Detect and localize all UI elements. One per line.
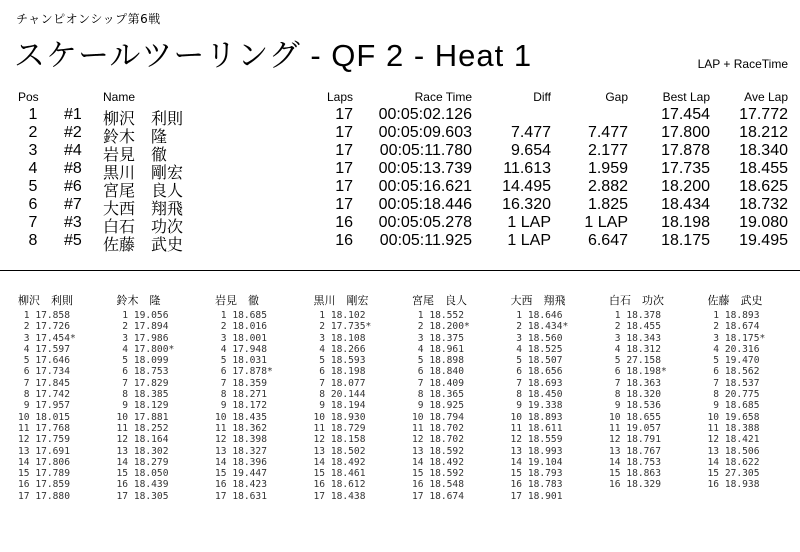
lap-time-entry: 17 18.305 (116, 490, 169, 502)
lap-time-entry: 3 18.375 (412, 332, 464, 344)
lap-time-entry: 7 17.829 (116, 377, 169, 389)
best-lap-cell: 17.454 (661, 106, 710, 123)
lap-time-entry: 8 18.271 (215, 389, 267, 401)
lap-time-entry: 15 18.793 (510, 468, 563, 480)
diff-cell: 9.654 (510, 142, 551, 159)
lap-time-list (609, 310, 667, 491)
laps-cell: 17 (335, 124, 353, 141)
lap-time-entry: 6 18.753 (116, 366, 169, 378)
lap-time-entry: 8 18.385 (116, 389, 169, 401)
lap-time-entry: 5 17.646 (18, 355, 70, 367)
driver-name-cell: 白石 功次 (103, 219, 184, 236)
lap-time-entry: 5 18.898 (412, 355, 464, 367)
race-title: スケールツーリング - QF 2 - Heat 1 (14, 38, 533, 73)
car-number-cell: #6 (64, 178, 82, 195)
lap-time-entry: 14 18.622 (707, 456, 760, 468)
gap-cell: 1.825 (587, 196, 628, 213)
result-row (0, 124, 800, 146)
col-header-gap: Gap (605, 90, 628, 104)
lap-time-entry: 4 18.266 (313, 343, 366, 355)
diff-cell: 1 LAP (507, 214, 551, 231)
lap-time-entry: 10 18.435 (215, 411, 267, 423)
lap-time-list (117, 310, 175, 502)
car-number-cell: #4 (64, 142, 82, 159)
laps-cell: 17 (335, 196, 353, 213)
diff-cell: 14.495 (502, 178, 551, 195)
lap-time-entry: 10 19.658 (707, 411, 760, 423)
lap-time-entry: 9 18.685 (707, 400, 760, 412)
lap-time-entry: 3 18.343 (609, 332, 661, 344)
gap-cell: 6.647 (587, 232, 628, 249)
lap-time-entry: 2 18.434* (510, 321, 569, 333)
lap-time-entry: 15 18.050 (116, 468, 169, 480)
lap-time-entry: 12 18.164 (116, 434, 169, 446)
lap-time-entry: 11 18.611 (510, 422, 563, 434)
lap-time-entry: 4 18.525 (510, 343, 563, 355)
car-number-cell: #2 (64, 124, 82, 141)
lap-time-entry: 16 18.783 (510, 479, 563, 491)
ave-lap-cell: 18.340 (739, 142, 788, 159)
lap-time-entry: 6 18.840 (412, 366, 464, 378)
lap-column-driver: 柳沢 利則 (18, 294, 73, 307)
gap-cell: 2.177 (587, 142, 628, 159)
driver-name-cell: 宮尾 良人 (103, 183, 184, 200)
race-time-cell: 00:05:09.603 (378, 124, 472, 141)
lap-time-entry: 15 18.863 (609, 468, 661, 480)
car-number-cell: #5 (64, 232, 82, 249)
lap-time-entry: 13 17.691 (18, 445, 70, 457)
lap-time-entry: 1 18.378 (609, 310, 661, 321)
diff-cell: 7.477 (510, 124, 551, 141)
laps-cell: 17 (335, 178, 353, 195)
lap-time-entry: 14 17.806 (18, 456, 70, 468)
race-time-cell: 00:05:02.126 (378, 106, 472, 123)
gap-cell: 1.959 (587, 160, 628, 177)
best-lap-cell: 17.735 (661, 160, 710, 177)
lap-time-entry: 11 18.729 (313, 422, 366, 434)
lap-time-entry: 7 18.409 (412, 377, 464, 389)
lap-column-driver: 大西 翔飛 (510, 294, 566, 307)
lap-time-entry: 16 18.329 (609, 479, 661, 491)
lap-time-entry: 10 18.893 (510, 411, 563, 423)
lap-time-entry: 6 18.656 (510, 366, 563, 378)
lap-time-entry: 16 18.423 (215, 479, 267, 491)
lap-time-entry: 1 18.646 (510, 310, 563, 321)
ave-lap-cell: 18.625 (739, 178, 788, 195)
lap-time-entry: 3 18.108 (313, 332, 366, 344)
lap-time-entry: 4 20.316 (707, 343, 760, 355)
lap-time-entry: 7 18.359 (215, 377, 267, 389)
result-row (0, 142, 800, 164)
lap-time-entry: 3 18.560 (510, 332, 563, 344)
lap-time-entry: 2 18.455 (609, 321, 661, 333)
laps-cell: 17 (335, 106, 353, 123)
lap-time-entry: 5 18.031 (215, 355, 267, 367)
lap-column-driver: 白石 功次 (609, 294, 664, 307)
lap-time-entry: 6 18.198* (609, 366, 667, 378)
lap-time-entry: 11 18.702 (412, 422, 464, 434)
ave-lap-cell: 18.455 (739, 160, 788, 177)
lap-time-entry: 12 18.702 (412, 434, 464, 446)
lap-time-entry: 4 18.961 (412, 343, 464, 355)
laps-cell: 17 (335, 142, 353, 159)
lap-time-entry: 12 17.759 (18, 434, 70, 446)
results-header-row (0, 90, 800, 106)
lap-time-entry: 1 18.552 (412, 310, 464, 321)
lap-time-entry: 9 18.536 (609, 400, 661, 412)
lap-time-entry: 15 18.461 (313, 468, 366, 480)
lap-time-entry: 13 18.993 (510, 445, 563, 457)
best-lap-cell: 18.198 (661, 214, 710, 231)
lap-time-entry: 1 18.102 (313, 310, 366, 321)
result-row (0, 178, 800, 200)
result-row (0, 160, 800, 182)
lap-time-entry: 14 18.753 (609, 456, 661, 468)
race-time-cell: 00:05:18.446 (378, 196, 472, 213)
lap-time-entry: 3 17.454* (18, 332, 76, 344)
lap-time-entry: 6 18.562 (707, 366, 760, 378)
col-header-best-lap: Best Lap (662, 90, 710, 104)
lap-column-driver: 黒川 剛宏 (313, 294, 369, 307)
lap-time-entry: 7 18.693 (510, 377, 563, 389)
lap-time-entry: 12 18.559 (510, 434, 563, 446)
position-cell: 3 (28, 142, 38, 159)
lap-time-entry: 11 18.388 (707, 422, 760, 434)
lap-time-entry: 13 18.302 (116, 445, 169, 457)
lap-time-entry: 9 18.194 (313, 400, 366, 412)
best-lap-cell: 18.434 (661, 196, 710, 213)
lap-time-entry: 5 19.470 (707, 355, 760, 367)
lap-time-entry: 13 18.767 (609, 445, 661, 457)
result-row (0, 214, 800, 236)
laps-cell: 16 (335, 232, 353, 249)
lap-time-entry: 14 18.396 (215, 456, 267, 468)
gap-cell: 1 LAP (584, 214, 628, 231)
section-divider (0, 270, 800, 271)
lap-time-list (708, 310, 766, 491)
lap-time-entry: 1 19.056 (116, 310, 169, 321)
col-header-race-time: Race Time (414, 90, 472, 104)
gap-cell: 7.477 (587, 124, 628, 141)
lap-column-driver: 鈴木 隆 (116, 294, 161, 307)
race-time-cell: 00:05:11.925 (379, 232, 472, 249)
best-lap-cell: 17.800 (661, 124, 710, 141)
lap-time-entry: 1 18.685 (215, 310, 267, 321)
car-number-cell: #8 (64, 160, 82, 177)
position-cell: 8 (28, 232, 38, 249)
lap-time-entry: 13 18.506 (707, 445, 760, 457)
lap-time-entry: 17 18.674 (412, 490, 464, 502)
lap-time-entry: 9 18.129 (116, 400, 169, 412)
lap-column-driver: 宮尾 良人 (412, 294, 467, 307)
lap-time-list (18, 310, 76, 502)
lap-time-entry: 9 18.172 (215, 400, 267, 412)
lap-time-entry: 14 18.279 (116, 456, 169, 468)
driver-name-cell: 佐藤 武史 (103, 237, 184, 254)
laps-cell: 17 (335, 160, 353, 177)
lap-time-entry: 17 18.438 (313, 490, 366, 502)
diff-cell: 1 LAP (507, 232, 551, 249)
lap-time-entry: 16 18.612 (313, 479, 366, 491)
lap-time-entry: 3 17.986 (116, 332, 169, 344)
laps-cell: 16 (335, 214, 353, 231)
lap-time-entry: 11 18.252 (116, 422, 169, 434)
lap-time-entry: 10 18.655 (609, 411, 661, 423)
ave-lap-cell: 19.080 (739, 214, 788, 231)
lap-time-entry: 17 18.901 (510, 490, 563, 502)
lap-time-entry: 6 17.734 (18, 366, 70, 378)
lap-time-entry: 12 18.791 (609, 434, 661, 446)
best-lap-cell: 18.175 (661, 232, 710, 249)
lap-time-entry: 11 17.768 (18, 422, 70, 434)
lap-time-entry: 12 18.421 (707, 434, 760, 446)
lap-time-entry: 10 18.794 (412, 411, 464, 423)
lap-time-entry: 10 17.881 (116, 411, 169, 423)
col-header-pos: Pos (18, 90, 39, 104)
lap-column-driver: 佐藤 武史 (707, 294, 763, 307)
result-row (0, 106, 800, 128)
lap-time-entry: 14 19.104 (510, 456, 563, 468)
ave-lap-cell: 18.212 (739, 124, 788, 141)
lap-time-list (511, 310, 569, 502)
lap-time-entry: 4 17.800* (116, 343, 175, 355)
lap-time-list (215, 310, 273, 502)
race-time-cell: 00:05:13.739 (378, 160, 472, 177)
car-number-cell: #3 (64, 214, 82, 231)
race-time-cell: 00:05:16.621 (378, 178, 472, 195)
lap-time-entry: 7 18.363 (609, 377, 661, 389)
position-cell: 1 (28, 106, 38, 123)
lap-time-entry: 2 18.200* (412, 321, 470, 333)
lap-time-entry: 13 18.327 (215, 445, 267, 457)
lap-time-entry: 7 18.077 (313, 377, 366, 389)
lap-time-entry: 4 17.948 (215, 343, 267, 355)
driver-name-cell: 大西 翔飛 (103, 201, 184, 218)
lap-time-entry: 7 18.537 (707, 377, 760, 389)
col-header-laps: Laps (326, 90, 353, 104)
lap-time-entry: 11 19.057 (609, 422, 661, 434)
lap-time-entry: 2 17.894 (116, 321, 169, 333)
lap-time-entry: 15 17.789 (18, 468, 70, 480)
driver-name-cell: 黒川 剛宏 (103, 165, 184, 182)
lap-time-entry: 10 18.015 (18, 411, 70, 423)
lap-time-entry: 8 18.365 (412, 389, 464, 401)
lap-time-entry: 16 18.938 (707, 479, 760, 491)
car-number-cell: #1 (64, 106, 82, 123)
position-cell: 6 (28, 196, 38, 213)
col-header-name: Name (103, 90, 136, 104)
lap-time-entry: 15 18.592 (412, 468, 464, 480)
lap-time-entry: 8 20.144 (313, 389, 366, 401)
lap-time-entry: 15 27.305 (707, 468, 760, 480)
lap-time-entry: 4 17.597 (18, 343, 70, 355)
lap-time-entry: 11 18.362 (215, 422, 267, 434)
lap-time-entry: 17 18.631 (215, 490, 267, 502)
diff-cell: 16.320 (502, 196, 551, 213)
lap-time-entry: 9 19.338 (510, 400, 563, 412)
position-cell: 4 (28, 160, 38, 177)
lap-time-entry: 9 18.925 (412, 400, 464, 412)
lap-time-entry: 12 18.398 (215, 434, 267, 446)
lap-time-entry: 6 17.878* (215, 366, 273, 378)
race-time-cell: 00:05:05.278 (378, 214, 472, 231)
lap-time-entry: 14 18.492 (412, 456, 464, 468)
driver-name-cell: 鈴木 隆 (103, 129, 168, 146)
diff-cell: 11.613 (503, 160, 551, 177)
car-number-cell: #7 (64, 196, 82, 213)
best-lap-cell: 17.878 (661, 142, 710, 159)
lap-time-entry: 2 18.674 (707, 321, 760, 333)
lap-time-entry: 2 17.726 (18, 321, 70, 333)
ave-lap-cell: 19.495 (739, 232, 788, 249)
lap-time-list (314, 310, 372, 502)
ave-lap-cell: 17.772 (739, 106, 788, 123)
best-lap-cell: 18.200 (661, 178, 710, 195)
lap-time-entry: 5 18.507 (510, 355, 563, 367)
lap-time-entry: 16 18.548 (412, 479, 464, 491)
position-cell: 5 (28, 178, 38, 195)
col-header-diff: Diff (533, 90, 551, 104)
lap-time-entry: 6 18.198 (313, 366, 366, 378)
lap-time-entry: 8 17.742 (18, 389, 70, 401)
lap-time-entry: 15 19.447 (215, 468, 267, 480)
lap-time-entry: 5 18.593 (313, 355, 366, 367)
lap-time-entry: 10 18.930 (313, 411, 366, 423)
lap-time-list (412, 310, 470, 502)
lap-time-entry: 2 18.016 (215, 321, 267, 333)
result-row (0, 232, 800, 254)
lap-time-entry: 8 20.775 (707, 389, 760, 401)
lap-time-entry: 16 17.859 (18, 479, 70, 491)
position-cell: 7 (28, 214, 38, 231)
lap-time-entry: 13 18.592 (412, 445, 464, 457)
lap-time-entry: 9 17.957 (18, 400, 70, 412)
lap-time-entry: 5 27.158 (609, 355, 661, 367)
lap-column-driver: 岩見 徹 (215, 294, 259, 307)
lap-time-entry: 8 18.320 (609, 389, 661, 401)
lap-time-entry: 1 18.893 (707, 310, 760, 321)
lap-time-entry: 8 18.450 (510, 389, 563, 401)
event-subtitle: チャンピオンシップ第6戦 (16, 12, 161, 26)
lap-time-entry: 2 17.735* (313, 321, 372, 333)
race-time-cell: 00:05:11.780 (379, 142, 472, 159)
report-mode-label: LAP + RaceTime (697, 57, 788, 71)
position-cell: 2 (28, 124, 38, 141)
lap-time-entry: 3 18.175* (707, 332, 766, 344)
lap-time-entry: 12 18.158 (313, 434, 366, 446)
lap-time-entry: 4 18.312 (609, 343, 661, 355)
lap-time-entry: 1 17.858 (18, 310, 70, 321)
lap-time-entry: 16 18.439 (116, 479, 169, 491)
ave-lap-cell: 18.732 (739, 196, 788, 213)
lap-time-entry: 5 18.099 (116, 355, 169, 367)
col-header-ave-lap: Ave Lap (744, 90, 788, 104)
lap-time-entry: 13 18.502 (313, 445, 366, 457)
lap-time-entry: 3 18.001 (215, 332, 267, 344)
lap-time-entry: 14 18.492 (313, 456, 366, 468)
result-row (0, 196, 800, 218)
driver-name-cell: 岩見 徹 (103, 147, 168, 164)
gap-cell: 2.882 (587, 178, 628, 195)
lap-time-entry: 7 17.845 (18, 377, 70, 389)
lap-time-entry: 17 17.880 (18, 490, 70, 502)
driver-name-cell: 柳沢 利則 (103, 111, 184, 128)
